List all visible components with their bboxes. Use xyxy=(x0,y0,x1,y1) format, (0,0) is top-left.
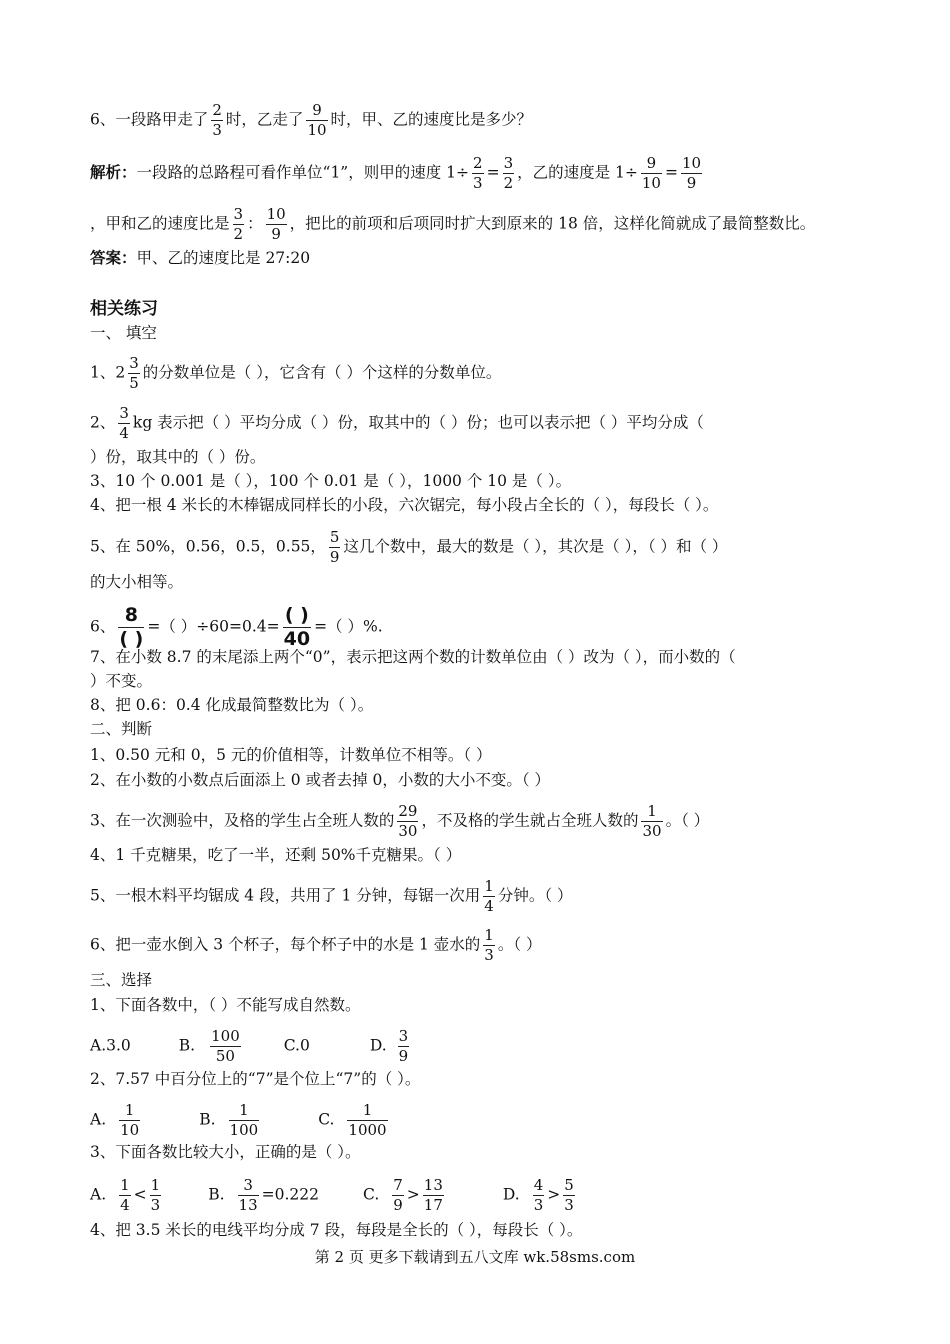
numerator: 5 xyxy=(329,528,340,546)
numerator: 1 xyxy=(484,926,494,944)
numerator: 3 xyxy=(119,404,129,422)
denominator: 3 xyxy=(564,1196,574,1214)
denominator: ( ) xyxy=(119,628,144,650)
numerator: 3 xyxy=(129,354,139,372)
option-a-label: A. xyxy=(90,1185,107,1204)
numerator: 10 xyxy=(681,154,702,172)
fill-q5-cont: 的大小相等。 xyxy=(90,573,184,591)
option-b-label: B. xyxy=(199,1110,216,1129)
text: =（ ）%. xyxy=(314,617,383,636)
choice-q2-stem: 2、7.57 中百分位上的“7”是个位上“7”的（ ）。 xyxy=(90,1070,421,1088)
judge-q1: 1、0.50 元和 0，5 元的价值相等，计数单位不相等。（ ） xyxy=(90,746,492,764)
option-b-fraction xyxy=(229,1103,260,1138)
fraction xyxy=(483,879,495,914)
choice-q3-options xyxy=(90,1178,578,1213)
choice-q4: 4、把 3.5 米长的电线平均分成 7 段，每段是全长的（ ），每段长（ ）。 xyxy=(90,1221,583,1239)
fill-q5 xyxy=(90,530,727,565)
fraction xyxy=(503,156,515,191)
fraction xyxy=(211,103,223,138)
text: 6、把一壶水倒入 3 个杯子，每个杯子中的水是 1 壶水的 xyxy=(90,935,481,954)
fraction xyxy=(266,207,287,242)
numerator: 3 xyxy=(233,205,244,223)
numerator: 9 xyxy=(312,101,322,119)
fraction xyxy=(533,1178,545,1213)
text: kg 表示把（ ）平均分成（ ）份，取其中的（ ）份；也可以表示把（ ）平均分成（ xyxy=(132,413,704,432)
fraction xyxy=(233,207,245,242)
denominator: 9 xyxy=(686,174,697,192)
denominator: 50 xyxy=(215,1047,235,1065)
denominator: 10 xyxy=(641,174,661,192)
fraction xyxy=(472,156,484,191)
text: = xyxy=(664,163,678,182)
option-b-label: B. xyxy=(178,1036,196,1055)
numerator: 1 xyxy=(124,1101,135,1119)
option-c-label: C. xyxy=(318,1110,335,1129)
operator: > xyxy=(547,1185,561,1204)
numerator: 5 xyxy=(564,1176,574,1194)
text: 时，乙走了 xyxy=(225,110,304,129)
numerator: 13 xyxy=(423,1176,443,1194)
fraction xyxy=(118,406,130,441)
text: 3、在一次测验中，及格的学生占全班人数的 xyxy=(90,811,395,830)
judge-q2: 2、在小数的小数点后面添上 0 或者去掉 0，小数的大小不变。（ ） xyxy=(90,771,551,789)
denominator: 40 xyxy=(283,628,311,650)
numerator: 1 xyxy=(647,802,657,820)
section-3-title: 三、选择 xyxy=(90,971,153,989)
denominator: 3 xyxy=(150,1196,161,1214)
option-a-label: A. xyxy=(90,1110,107,1129)
choice-q1-stem: 1、下面各数中，（ ）不能写成自然数。 xyxy=(90,996,361,1014)
denominator: 100 xyxy=(229,1121,259,1139)
option-a-fraction xyxy=(119,1103,140,1138)
text: =（ ）÷60=0.4= xyxy=(147,617,280,636)
text: 时，甲、乙的速度比是多少？ xyxy=(330,110,533,129)
text: =0.222 xyxy=(261,1185,320,1204)
analysis-line-1 xyxy=(90,156,705,191)
denominator: 9 xyxy=(271,225,281,243)
text: 的分数单位是（ ），它含有（ ）个这样的分数单位。 xyxy=(142,363,502,382)
fraction xyxy=(423,1178,444,1213)
fraction xyxy=(681,156,702,191)
denominator: 1000 xyxy=(348,1121,387,1139)
fraction xyxy=(119,1178,131,1213)
fraction xyxy=(483,928,495,963)
numerator: 3 xyxy=(398,1027,409,1045)
numerator: 1 xyxy=(150,1176,161,1194)
text: 。（ ） xyxy=(665,811,710,830)
denominator: 4 xyxy=(484,897,494,915)
numerator: 2 xyxy=(212,101,222,119)
denominator: 30 xyxy=(642,822,662,840)
fraction xyxy=(392,1178,404,1213)
choice-q2-options xyxy=(90,1103,391,1138)
question-6 xyxy=(90,103,532,138)
text: 2、 xyxy=(90,413,116,432)
judge-q3 xyxy=(90,804,709,839)
text: ： xyxy=(247,214,263,233)
option-c-fraction xyxy=(347,1103,387,1138)
fraction xyxy=(641,156,662,191)
numerator: 8 xyxy=(124,604,138,626)
numerator: 3 xyxy=(503,154,514,172)
option-d-label: D. xyxy=(369,1036,387,1055)
denominator: 4 xyxy=(119,424,129,442)
numerator: 10 xyxy=(266,205,286,223)
judge-q6 xyxy=(90,928,542,963)
practice-title: 相关练习 xyxy=(90,299,158,319)
operator: > xyxy=(406,1185,420,1204)
numerator: 1 xyxy=(120,1176,130,1194)
denominator: 2 xyxy=(503,174,514,192)
denominator: 3 xyxy=(533,1196,544,1214)
choice-q3-stem: 3、下面各数比较大小，正确的是（ ）。 xyxy=(90,1143,361,1161)
denominator: 5 xyxy=(129,374,139,392)
fill-q4: 4、把一根 4 米长的木棒锯成同样长的小段，六次锯完，每小段占全长的（ ），每段长（ ）。 xyxy=(90,496,719,514)
option-c-label: C. xyxy=(363,1185,380,1204)
denominator: 3 xyxy=(212,121,222,139)
denominator: 17 xyxy=(423,1196,443,1214)
operator: < xyxy=(133,1185,147,1204)
text: ，不及格的学生就占全班人数的 xyxy=(421,811,639,830)
text: 5、一根木料平均锯成 4 段，共用了 1 分钟，每锯一次用 xyxy=(90,886,481,905)
text: ，把比的前项和后项同时扩大到原来的 18 倍，这样化简就成了最简整数比。 xyxy=(289,214,816,233)
denominator: 9 xyxy=(398,1047,409,1065)
denominator: 9 xyxy=(393,1196,403,1214)
analysis-line-2 xyxy=(90,207,815,242)
judge-q5 xyxy=(90,879,573,914)
fraction xyxy=(238,1178,259,1213)
fill-q6 xyxy=(90,606,383,649)
section-2-title: 二、判断 xyxy=(90,720,153,738)
answer-text: 甲、乙的速度比是 27:20 xyxy=(136,249,311,267)
fill-q8: 8、把 0.6：0.4 化成最简整数比为（ ）。 xyxy=(90,696,374,714)
fraction xyxy=(306,103,327,138)
fraction xyxy=(118,606,144,649)
denominator: 3 xyxy=(473,174,483,192)
option-b-fraction xyxy=(210,1029,241,1064)
numerator: 2 xyxy=(473,154,483,172)
denominator: 10 xyxy=(120,1121,140,1139)
answer-line xyxy=(90,247,310,269)
fill-q2-cont: ）份，取其中的（ ）份。 xyxy=(90,448,266,466)
fraction xyxy=(128,356,140,391)
choice-q1-options xyxy=(90,1029,412,1064)
analysis-label: 解析： xyxy=(90,163,137,182)
fraction xyxy=(329,530,341,565)
denominator: 10 xyxy=(307,121,327,139)
denominator: 3 xyxy=(484,946,494,964)
numerator: 9 xyxy=(646,154,657,172)
text: 这几个数中，最大的数是（ ），其次是（ ），（ ）和（ ） xyxy=(343,537,728,556)
numerator: 29 xyxy=(398,802,418,820)
option-d-fraction xyxy=(398,1029,410,1064)
judge-q4: 4、1 千克糖果，吃了一半，还剩 50%千克糖果。（ ） xyxy=(90,846,462,864)
text: 分钟。（ ） xyxy=(497,886,573,905)
text: 。（ ） xyxy=(497,935,542,954)
text: 5、在 50%，0.56，0.5，0.55， xyxy=(90,537,326,556)
fill-q7-cont: ）不变。 xyxy=(90,672,153,690)
numerator: 7 xyxy=(393,1176,403,1194)
fraction xyxy=(563,1178,575,1213)
text: ，乙的速度是 1÷ xyxy=(517,163,638,182)
fraction xyxy=(283,606,311,649)
denominator: 9 xyxy=(329,548,340,566)
fraction xyxy=(641,804,662,839)
numerator: 1 xyxy=(239,1101,249,1119)
fill-q2 xyxy=(90,406,704,441)
fraction xyxy=(150,1178,162,1213)
fill-q3: 3、10 个 0.001 是（ ），100 个 0.01 是（ ），1000 个 10 是（ ）。 xyxy=(90,472,572,490)
option-d-label: D. xyxy=(502,1185,520,1204)
denominator: 13 xyxy=(238,1196,258,1214)
text: 一段路的总路程可看作单位“1”，则甲的速度 1÷ xyxy=(136,163,470,182)
numerator: 100 xyxy=(211,1027,240,1045)
denominator: 2 xyxy=(233,225,244,243)
answer-label: 答案： xyxy=(90,249,137,267)
section-1-title: 一、 填空 xyxy=(90,324,157,342)
text: 6、一段路甲走了 xyxy=(90,110,209,129)
text: 6、 xyxy=(90,617,116,636)
numerator: ( ) xyxy=(284,604,309,626)
option-b-label: B. xyxy=(208,1185,225,1204)
text: ，甲和乙的速度比是 xyxy=(90,214,230,233)
fraction xyxy=(397,804,418,839)
denominator: 30 xyxy=(398,822,418,840)
option-c: C.0 xyxy=(283,1036,310,1055)
numerator: 3 xyxy=(243,1176,253,1194)
option-a: A.3.0 xyxy=(90,1036,131,1055)
numerator: 4 xyxy=(533,1176,544,1194)
text: 1、2 xyxy=(90,363,126,382)
text: = xyxy=(486,163,500,182)
fill-q7: 7、在小数 8.7 的末尾添上两个“0”，表示把这两个数的计数单位由（ ）改为（ ），而小数的（ xyxy=(90,648,736,666)
numerator: 1 xyxy=(484,877,494,895)
page-footer: 第 2 页 更多下载请到五八文库 wk.58sms.com xyxy=(314,1248,636,1266)
fill-q1 xyxy=(90,356,501,391)
denominator: 4 xyxy=(120,1196,130,1214)
numerator: 1 xyxy=(362,1101,373,1119)
